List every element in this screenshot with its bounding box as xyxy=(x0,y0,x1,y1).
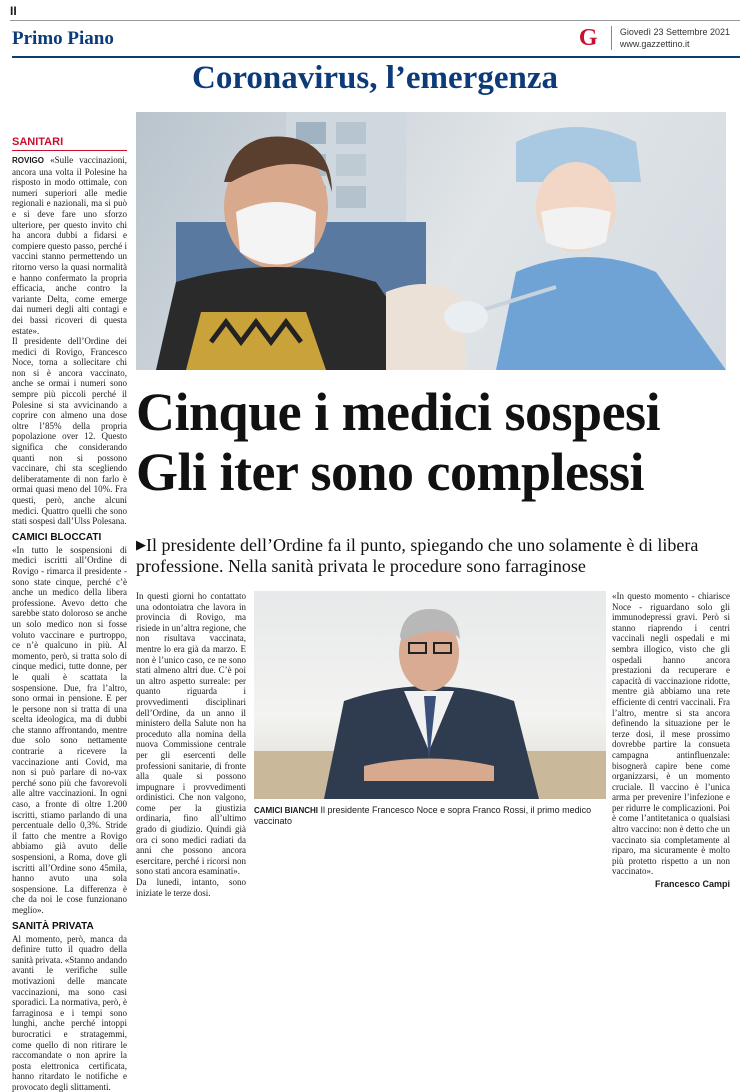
photo-caption xyxy=(254,805,606,827)
dateline: ROVIGO xyxy=(12,156,45,165)
vaccination-photo-illustration xyxy=(136,112,726,370)
page-number: II xyxy=(10,4,17,18)
sidebar-paragraph-4: Al momento, però, manca da definire tutto il quadro della sanità privata. «Stanno andando avanti le verifiche sulle motivazioni delle mancate vaccinazioni, ma sono casi sporadici. La normativa, però, è farraginosa e i tempi sono lunghi, anche perché intoppi burocratici e stratagemmi, come quello di non ritirare le raccomandate o non aprire la posta elettronica certificata, hanno ritardato le notifiche e provocato degli slittamenti. xyxy=(12,933,127,1092)
vaccination-photo xyxy=(136,112,726,370)
masthead-info xyxy=(611,26,730,50)
author-byline: Francesco Campi xyxy=(654,879,730,890)
main-headline xyxy=(136,382,736,502)
subheading-sanita-privata: SANITÀ PRIVATA xyxy=(12,920,94,932)
sidebar-paragraph-1: ROVIGO «Sulle vaccinazioni, ancora una volta il Polesine ha risposto in modo ottimale, con numeri superiori alle medie regionali e nazionali, ma si può e si deve fare uno sforzo ulteriore, per questo invito chi ha ancora dubbi a fidarsi e compiere questo passo, perché i vaccini stanno permettendo un ritorno verso la quasi normalità e hanno confermato la propria efficacia, anche contro la variante Delta, come emerge dai numeri degli alti contagi e dei bassi ricoveri di questa estate». xyxy=(12,155,127,336)
kicker-title: Coronavirus, l’emergenza xyxy=(192,60,558,96)
site-url: www.gazzettino.it xyxy=(619,39,690,49)
president-photo-illustration xyxy=(254,591,606,799)
subheadline xyxy=(136,534,736,577)
article-column-2 xyxy=(136,591,246,898)
article-column-last xyxy=(612,591,730,890)
column-last-paragraph: «In questo momento - chiarisce Noce - riguardano solo gli immunodepressi gravi. Però si stanno riaprendo i centri vaccinali negli ospedali e mi sembra illogico, visto che gli ospedali hanno ancora prestazioni da recuperare e capacità di vaccinazione ridotte, mentre già abbiamo una rete efficiente di centri vaccinali. Fra l’altro, mentre si sta ancora definendo la situazione per le terze dosi, il mese prossimo dovrebbe partire la consueta campagna antinfluenzale: bisognerà capire bene come organizzarsi, è un momento cruciale. Il vaccino è l’unica arma per prevenire l’infezione e per ridurre le complicazioni. Poi è come l’antitetanica o qualsiasi altro vaccino: non è detto che un vaccinato sia completamente al riparo, ma sicuramente è molto più protetto rispetto a un non vaccinato». xyxy=(612,591,730,877)
president-photo xyxy=(254,591,606,799)
sidebar-tag: SANITARI xyxy=(12,136,127,151)
sidebar-paragraph-2: Il presidente dell’Ordine dei medici di Rovigo, Francesco Noce, torna a sollecitare chi non si è ancora vaccinato, anche se ormai i numeri sono sempre più piccoli perché il Polesine si sta avvicinando a coprire con almeno una dose oltre l’85% della propria popolazione over 12. Questo significa che considerando quanti non si possono vaccinare, chi sta scegliendo deliberatamente di non farlo è ormai quasi meno del 10%. Fra questi, però, anche alcuni medici. Quattro quelli che sono stati sospesi dall’Ulss Polesana. xyxy=(12,336,127,527)
subheadline-text: Il presidente dell’Ordine fa il punto, spiegando che uno solamente è di libera professione. Nella sanità privata le procedure sono farraginose xyxy=(136,535,699,576)
masthead xyxy=(579,26,730,50)
column-2-tail: Da lunedì, intanto, sono iniziate le terze dosi. xyxy=(136,877,246,898)
issue-date: Giovedì 23 Settembre 2021 xyxy=(619,27,730,37)
top-rule xyxy=(10,20,740,21)
triangle-arrow-icon: ▶ xyxy=(136,537,146,552)
column-2-paragraph: In questi giorni ho contattato una odontoiatra che lavora in provincia di Rovigo, ma risiede in un’altra regione, che non risultava vaccinata, mentre lo era già da marzo. E non è l’unico caso, ce ne sono stati almeno altri due. C’è poi un altro aspetto surreale: per quanto riguarda i provvedimenti disciplinari dell’Ordine, da un anno il ministero della Salute non ha proceduto alla nomina della nuova Commissione centrale per gli esercenti delle professioni sanitarie, di fronte alla quale si possono impugnare i provvedimenti ordinistici. Che non valgono, come per la giustizia ordinaria, fino all’ultimo grado di giudizio. Quindi già ora ci sono medici radiati da anni che possono ancora esercitare, perché i ricorsi non sono stati ancora esaminati». xyxy=(136,591,246,877)
headline-line-1: Cinque i medici sospesi xyxy=(136,382,661,442)
caption-text: Il presidente Francesco Noce e sopra Franco Rossi, il primo medico vaccinato xyxy=(254,805,592,826)
section-rule xyxy=(12,56,740,58)
sidebar-paragraph-3: «In tutto le sospensioni di medici iscritti all’Ordine di Rovigo - rimarca il presidente - sono state cinque, perché c’è anche un medico della libera professione. Avevo detto che sarebbe stato doloroso se anche un solo medico non si fosse voluto vaccinare e purtroppo, ce n’è qualcuno in più. Al momento, però, si tratta solo di cinque medici, tutte donne, per le quali è scattata la sospensione. Due, fra l’altro, sono ormai in pensione. E per le persone non si tratta di una scelta ideologica, ma di dubbi che stanno affrontando, mentre due solo sono nettamente contrarie a ricevere la vaccinazione anti Covid, ma non si può parlare di no-vax perché sono più che favorevoli alle altre vaccinazioni. In ogni caso, a fronte di oltre 1.200 iscritti, stiamo parlando di una percentuale dello 0,3%. Stride il fatto che mentre a Rovigo abbiamo già avuto delle sospensioni, a Roma, dove gli iscritti all’Ordine sono 45mila, hanno avuto una sola sospensione. La differenza è che da noi le cose funzionano meglio». xyxy=(12,544,127,915)
caption-credit: CAMICI BIANCHI xyxy=(254,806,318,815)
section-title: Primo Piano xyxy=(12,28,114,49)
gazzettino-logo-icon: G xyxy=(578,25,598,51)
headline-line-2: Gli iter sono complessi xyxy=(136,442,644,502)
subheading-camici-bloccati: CAMICI BLOCCATI xyxy=(12,531,102,543)
sidebar-article xyxy=(12,136,127,1092)
